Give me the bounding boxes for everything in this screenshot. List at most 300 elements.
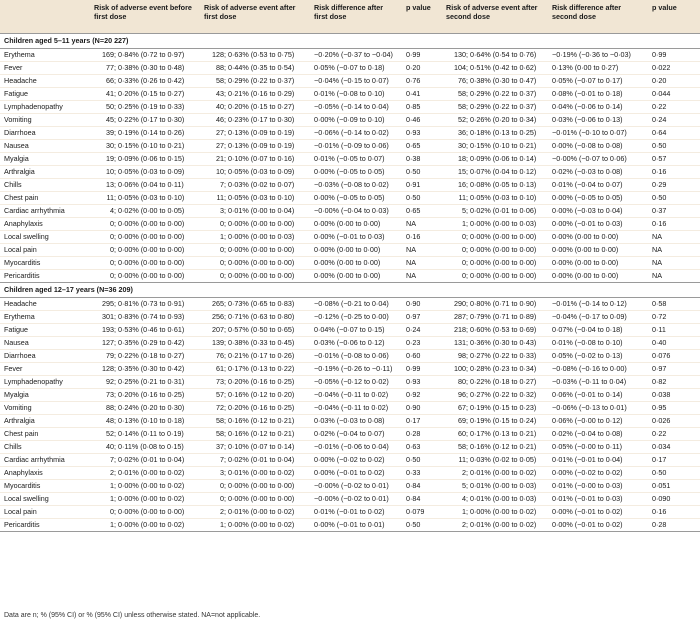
diff-after-first: −0·19% (−0·26 to −0·11) <box>310 363 402 376</box>
pct-after-second: 0·02% (0·01 to 0·06) <box>470 206 537 215</box>
table-row <box>0 363 700 376</box>
count-separator: ; <box>466 115 468 124</box>
risk-cell <box>90 337 200 350</box>
risk-cell-content <box>94 428 196 440</box>
risk-cell-content <box>446 244 544 256</box>
count-separator: ; <box>114 245 116 254</box>
p-value-first: 0·92 <box>402 389 442 402</box>
risk-cell-content <box>94 114 196 126</box>
count-before-first: 0 <box>110 258 114 267</box>
pct-after-first: 0·03% (0·02 to 0·07) <box>228 180 295 189</box>
p-value-first: 0·63 <box>402 441 442 454</box>
pct-before-first: 0·05% (0·03 to 0·09) <box>118 167 185 176</box>
diff-after-first: −0·00% (−0·02 to 0·01) <box>310 493 402 506</box>
pct-after-second: 0·09% (0·06 to 0·14) <box>470 154 537 163</box>
risk-cell <box>90 350 200 363</box>
diff-after-second: 0·00% (−0·01 to 0·02) <box>548 506 648 519</box>
risk-cell <box>442 153 548 166</box>
pct-before-first: 0·24% (0·20 to 0·30) <box>118 403 185 412</box>
event-name: Arthralgia <box>0 166 90 179</box>
count-separator: ; <box>224 271 226 280</box>
risk-cell-content <box>204 363 306 375</box>
section-title: Children aged 12–17 years (N=36 209) <box>0 283 700 298</box>
count-after-second: 100 <box>454 364 466 373</box>
risk-cell-content <box>204 454 306 466</box>
p-value-second: 0·16 <box>648 218 700 231</box>
pct-after-second: 0·00% (0·00 to 0·00) <box>470 258 537 267</box>
count-separator: ; <box>224 258 226 267</box>
count-before-first: 92 <box>106 377 114 386</box>
event-name: Headache <box>0 75 90 88</box>
count-separator: ; <box>114 141 116 150</box>
p-value-first: 0·16 <box>402 231 442 244</box>
count-separator: ; <box>114 63 116 72</box>
risk-cell <box>442 506 548 519</box>
p-value-second: 0·026 <box>648 415 700 428</box>
risk-cell <box>90 441 200 454</box>
diff-after-first: 0·02% (−0·04 to 0·07) <box>310 428 402 441</box>
p-value-second: 0·022 <box>648 62 700 75</box>
count-after-second: 131 <box>454 338 466 347</box>
risk-cell-content <box>204 311 306 323</box>
p-value-second: 0·051 <box>648 480 700 493</box>
section-title: Children aged 5–11 years (N=20 227) <box>0 34 700 49</box>
count-before-first: 39 <box>106 128 114 137</box>
pct-before-first: 0·25% (0·21 to 0·31) <box>118 377 185 386</box>
count-separator: ; <box>114 50 116 59</box>
pct-after-first: 0·13% (0·09 to 0·19) <box>228 141 295 150</box>
risk-cell-content <box>446 127 544 139</box>
risk-cell-content <box>204 467 306 479</box>
diff-after-second: 0·00% (−0·01 to 0·02) <box>548 519 648 532</box>
diff-after-second: 0·02% (−0·03 to 0·08) <box>548 166 648 179</box>
count-after-second: 0 <box>462 232 466 241</box>
risk-cell <box>90 179 200 192</box>
col-header-before-first: Risk of adverse event before first dose <box>90 0 200 34</box>
pct-after-second: 0·03% (0·02 to 0·05) <box>470 455 537 464</box>
risk-cell-content <box>94 140 196 152</box>
event-name: Pericarditis <box>0 519 90 532</box>
p-value-first: NA <box>402 218 442 231</box>
risk-cell <box>442 205 548 218</box>
risk-cell <box>200 480 310 493</box>
count-separator: ; <box>466 455 468 464</box>
pct-after-first: 0·02% (0·01 to 0·04) <box>228 455 295 464</box>
table-row <box>0 298 700 311</box>
p-value-first: 0·079 <box>402 506 442 519</box>
pct-before-first: 0·11% (0·08 to 0·15) <box>118 442 184 451</box>
risk-cell-content <box>204 101 306 113</box>
p-value-second: 0·64 <box>648 127 700 140</box>
p-value-first: 0·17 <box>402 415 442 428</box>
count-separator: ; <box>114 520 116 529</box>
count-separator: ; <box>466 429 468 438</box>
diff-after-first: −0·06% (−0·14 to 0·02) <box>310 127 402 140</box>
count-separator: ; <box>224 351 226 360</box>
count-before-first: 301 <box>102 312 114 321</box>
event-name: Cardiac arrhythmia <box>0 205 90 218</box>
table-row <box>0 166 700 179</box>
event-name: Lymphadenopathy <box>0 376 90 389</box>
risk-cell <box>90 519 200 532</box>
count-before-first: 73 <box>106 390 114 399</box>
table-row <box>0 114 700 127</box>
count-after-first: 43 <box>216 89 224 98</box>
risk-cell-content <box>446 231 544 243</box>
count-separator: ; <box>114 89 116 98</box>
risk-cell-content <box>204 298 306 310</box>
p-value-second: 0·58 <box>648 298 700 311</box>
diff-after-first: 0·04% (−0·07 to 0·15) <box>310 324 402 337</box>
table-row <box>0 192 700 205</box>
count-separator: ; <box>466 141 468 150</box>
risk-cell-content <box>204 88 306 100</box>
risk-cell-content <box>94 257 196 269</box>
risk-cell <box>442 140 548 153</box>
risk-cell <box>200 101 310 114</box>
table-row <box>0 244 700 257</box>
risk-cell <box>90 257 200 270</box>
diff-after-second: 0·03% (−0·06 to 0·13) <box>548 114 648 127</box>
risk-cell <box>90 49 200 62</box>
p-value-second: 0·038 <box>648 389 700 402</box>
count-separator: ; <box>466 468 468 477</box>
pct-after-second: 0·36% (0·30 to 0·43) <box>470 338 537 347</box>
risk-cell-content <box>94 62 196 74</box>
count-after-second: 11 <box>458 193 466 202</box>
risk-cell-content <box>204 179 306 191</box>
count-separator: ; <box>114 219 116 228</box>
count-separator: ; <box>114 403 116 412</box>
p-value-first: 0·65 <box>402 205 442 218</box>
table-row <box>0 153 700 166</box>
p-value-second: 0·20 <box>648 75 700 88</box>
diff-after-first: 0·00% (0·00 to 0·00) <box>310 270 402 283</box>
event-name: Cardiac arrhythmia <box>0 454 90 467</box>
count-separator: ; <box>466 180 468 189</box>
risk-cell <box>90 270 200 283</box>
count-before-first: 52 <box>106 429 114 438</box>
risk-cell <box>442 480 548 493</box>
diff-after-first: 0·01% (−0·01 to 0·02) <box>310 506 402 519</box>
count-separator: ; <box>466 416 468 425</box>
count-separator: ; <box>224 180 226 189</box>
count-after-first: 0 <box>220 219 224 228</box>
pct-after-second: 0·15% (0·10 to 0·21) <box>470 141 537 150</box>
count-after-second: 52 <box>458 115 466 124</box>
event-name: Anaphylaxis <box>0 467 90 480</box>
pct-before-first: 0·09% (0·06 to 0·15) <box>118 154 185 163</box>
pct-after-second: 0·01% (0·00 to 0·02) <box>470 520 537 529</box>
count-separator: ; <box>224 390 226 399</box>
diff-after-second: −0·19% (−0·36 to −0·03) <box>548 49 648 62</box>
p-value-second: 0·24 <box>648 114 700 127</box>
risk-cell <box>90 311 200 324</box>
p-value-first: 0·20 <box>402 62 442 75</box>
risk-cell <box>200 244 310 257</box>
pct-after-first: 0·05% (0·03 to 0·10) <box>228 193 295 202</box>
event-name: Erythema <box>0 49 90 62</box>
pct-after-first: 0·00% (0·00 to 0·00) <box>228 219 295 228</box>
count-after-second: 130 <box>454 50 466 59</box>
count-after-second: 104 <box>454 63 466 72</box>
count-separator: ; <box>466 299 468 308</box>
count-separator: ; <box>114 193 116 202</box>
count-after-second: 11 <box>458 455 466 464</box>
diff-after-first: 0·00% (0·00 to 0·00) <box>310 218 402 231</box>
count-after-first: 37 <box>216 442 224 451</box>
pct-after-first: 0·00% (0·00 to 0·00) <box>228 271 295 280</box>
risk-cell-content <box>446 519 544 531</box>
pct-after-first: 0·00% (0·00 to 0·03) <box>228 232 295 241</box>
risk-cell <box>200 363 310 376</box>
pct-after-second: 0·27% (0·22 to 0·33) <box>470 351 537 360</box>
diff-after-second: 0·08% (−0·01 to 0·18) <box>548 88 648 101</box>
count-separator: ; <box>224 167 226 176</box>
p-value-first: 0·97 <box>402 311 442 324</box>
pct-after-first: 0·20% (0·15 to 0·27) <box>228 102 295 111</box>
risk-cell <box>442 270 548 283</box>
risk-cell <box>90 428 200 441</box>
table-row <box>0 415 700 428</box>
diff-after-second: 0·06% (−0·01 to 0·14) <box>548 389 648 402</box>
risk-cell-content <box>204 192 306 204</box>
risk-cell-content <box>446 428 544 440</box>
risk-cell-content <box>446 389 544 401</box>
table-row <box>0 49 700 62</box>
risk-cell <box>200 493 310 506</box>
risk-cell-content <box>446 101 544 113</box>
risk-cell <box>442 363 548 376</box>
risk-cell <box>200 441 310 454</box>
count-after-first: 58 <box>216 416 224 425</box>
count-after-second: 287 <box>454 312 466 321</box>
risk-cell-content <box>204 337 306 349</box>
count-separator: ; <box>114 312 116 321</box>
event-name: Fever <box>0 62 90 75</box>
diff-after-first: 0·01% (−0·05 to 0·07) <box>310 153 402 166</box>
count-separator: ; <box>114 167 116 176</box>
risk-cell <box>90 75 200 88</box>
risk-cell <box>442 467 548 480</box>
count-separator: ; <box>224 468 226 477</box>
risk-cell-content <box>204 506 306 518</box>
pct-after-first: 0·38% (0·33 to 0·45) <box>228 338 295 347</box>
pct-after-first: 0·21% (0·17 to 0·26) <box>228 351 295 360</box>
count-after-first: 128 <box>212 50 224 59</box>
diff-after-second: 0·02% (−0·04 to 0·08) <box>548 428 648 441</box>
count-after-first: 58 <box>216 429 224 438</box>
p-value-second: 0·034 <box>648 441 700 454</box>
count-before-first: 11 <box>106 193 114 202</box>
event-name: Pericarditis <box>0 270 90 283</box>
count-separator: ; <box>466 63 468 72</box>
diff-after-first: −0·03% (−0·08 to 0·02) <box>310 179 402 192</box>
diff-after-first: −0·05% (−0·14 to 0·04) <box>310 101 402 114</box>
count-before-first: 7 <box>110 455 114 464</box>
count-after-second: 15 <box>458 167 466 176</box>
p-value-first: NA <box>402 244 442 257</box>
risk-cell-content <box>204 49 306 61</box>
table-row <box>0 75 700 88</box>
risk-cell <box>442 257 548 270</box>
count-after-first: 46 <box>216 115 224 124</box>
count-separator: ; <box>466 377 468 386</box>
count-separator: ; <box>466 128 468 137</box>
risk-cell <box>442 311 548 324</box>
count-separator: ; <box>224 507 226 516</box>
risk-cell <box>200 415 310 428</box>
pct-after-second: 0·01% (0·00 to 0·03) <box>470 481 537 490</box>
count-separator: ; <box>224 63 226 72</box>
count-separator: ; <box>224 115 226 124</box>
risk-cell <box>90 454 200 467</box>
count-before-first: 0 <box>110 245 114 254</box>
diff-after-second: 0·00% (−0·01 to 0·03) <box>548 218 648 231</box>
risk-cell-content <box>94 75 196 87</box>
risk-cell-content <box>94 192 196 204</box>
count-separator: ; <box>114 154 116 163</box>
count-before-first: 66 <box>106 76 114 85</box>
risk-cell <box>90 493 200 506</box>
count-separator: ; <box>466 271 468 280</box>
p-value-first: 0·90 <box>402 298 442 311</box>
p-value-first: 0·50 <box>402 192 442 205</box>
count-after-first: 76 <box>216 351 224 360</box>
count-separator: ; <box>114 377 116 386</box>
event-name: Diarrhoea <box>0 127 90 140</box>
risk-cell <box>200 127 310 140</box>
table-row <box>0 270 700 283</box>
event-name: Vomiting <box>0 402 90 415</box>
event-name: Fatigue <box>0 324 90 337</box>
risk-cell-content <box>204 140 306 152</box>
pct-after-second: 0·64% (0·54 to 0·76) <box>470 50 537 59</box>
count-separator: ; <box>466 481 468 490</box>
count-separator: ; <box>466 245 468 254</box>
risk-cell-content <box>94 480 196 492</box>
count-separator: ; <box>114 180 116 189</box>
risk-cell <box>442 441 548 454</box>
diff-after-first: 0·00% (−0·01 to 0·02) <box>310 467 402 480</box>
risk-cell <box>90 140 200 153</box>
count-after-second: 290 <box>454 299 466 308</box>
p-value-first: 0·33 <box>402 467 442 480</box>
risk-cell-content <box>94 454 196 466</box>
count-separator: ; <box>224 245 226 254</box>
risk-cell-content <box>94 506 196 518</box>
count-before-first: 0 <box>110 271 114 280</box>
pct-after-second: 0·18% (0·13 to 0·25) <box>470 128 537 137</box>
count-separator: ; <box>466 364 468 373</box>
risk-cell-content <box>94 153 196 165</box>
count-separator: ; <box>224 206 226 215</box>
count-after-first: 0 <box>220 245 224 254</box>
count-separator: ; <box>466 76 468 85</box>
risk-cell-content <box>94 441 196 453</box>
p-value-second: 0·28 <box>648 519 700 532</box>
diff-after-second: −0·01% (−0·14 to 0·12) <box>548 298 648 311</box>
diff-after-first: 0·01% (−0·08 to 0·10) <box>310 88 402 101</box>
pct-before-first: 0·02% (0·01 to 0·04) <box>118 455 185 464</box>
risk-cell <box>90 506 200 519</box>
risk-cell <box>442 192 548 205</box>
risk-cell <box>90 415 200 428</box>
pct-after-second: 0·26% (0·20 to 0·34) <box>470 115 537 124</box>
count-before-first: 40 <box>106 442 114 451</box>
count-separator: ; <box>466 338 468 347</box>
event-name: Diarrhoea <box>0 350 90 363</box>
risk-cell <box>442 519 548 532</box>
risk-cell-content <box>204 519 306 531</box>
risk-cell <box>442 428 548 441</box>
risk-cell-content <box>204 270 306 282</box>
count-after-second: 5 <box>462 481 466 490</box>
risk-cell <box>90 114 200 127</box>
diff-after-first: −0·12% (−0·25 to 0·00) <box>310 311 402 324</box>
risk-cell-content <box>94 467 196 479</box>
count-separator: ; <box>114 128 116 137</box>
p-value-second: 0·16 <box>648 506 700 519</box>
diff-after-first: −0·00% (−0·02 to 0·01) <box>310 480 402 493</box>
risk-cell-content <box>446 441 544 453</box>
table-row <box>0 140 700 153</box>
risk-cell <box>90 166 200 179</box>
diff-after-first: −0·08% (−0·21 to 0·04) <box>310 298 402 311</box>
count-separator: ; <box>466 403 468 412</box>
risk-cell-content <box>446 480 544 492</box>
risk-cell <box>442 389 548 402</box>
count-separator: ; <box>114 325 116 334</box>
p-value-second: NA <box>648 231 700 244</box>
pct-before-first: 0·00% (0·00 to 0·00) <box>118 232 185 241</box>
p-value-second: 0·16 <box>648 166 700 179</box>
risk-cell-content <box>94 298 196 310</box>
count-separator: ; <box>114 468 116 477</box>
count-before-first: 77 <box>106 63 114 72</box>
p-value-first: 0·60 <box>402 350 442 363</box>
count-before-first: 41 <box>106 89 114 98</box>
pct-before-first: 0·02% (0·00 to 0·05) <box>118 206 185 215</box>
risk-cell-content <box>94 244 196 256</box>
risk-cell <box>200 467 310 480</box>
pct-before-first: 0·20% (0·16 to 0·25) <box>118 390 185 399</box>
risk-cell-content <box>446 506 544 518</box>
pct-before-first: 0·00% (0·00 to 0·00) <box>118 219 185 228</box>
table-row <box>0 127 700 140</box>
risk-cell-content <box>446 88 544 100</box>
count-before-first: 127 <box>102 338 114 347</box>
diff-after-second: 0·05% (−0·02 to 0·13) <box>548 350 648 363</box>
count-separator: ; <box>224 416 226 425</box>
table-row <box>0 402 700 415</box>
risk-cell-content <box>204 441 306 453</box>
risk-cell <box>200 49 310 62</box>
pct-after-second: 0·29% (0·22 to 0·37) <box>470 89 537 98</box>
risk-cell <box>442 493 548 506</box>
count-separator: ; <box>114 416 116 425</box>
pct-after-first: 0·20% (0·16 to 0·25) <box>228 403 295 412</box>
event-name: Nausea <box>0 337 90 350</box>
p-value-second: 0·090 <box>648 493 700 506</box>
count-before-first: 169 <box>102 50 114 59</box>
p-value-first: 0·99 <box>402 363 442 376</box>
risk-cell <box>90 62 200 75</box>
pct-before-first: 0·20% (0·15 to 0·27) <box>118 89 185 98</box>
diff-after-second: 0·01% (−0·01 to 0·03) <box>548 493 648 506</box>
risk-cell-content <box>446 454 544 466</box>
count-before-first: 48 <box>106 416 114 425</box>
